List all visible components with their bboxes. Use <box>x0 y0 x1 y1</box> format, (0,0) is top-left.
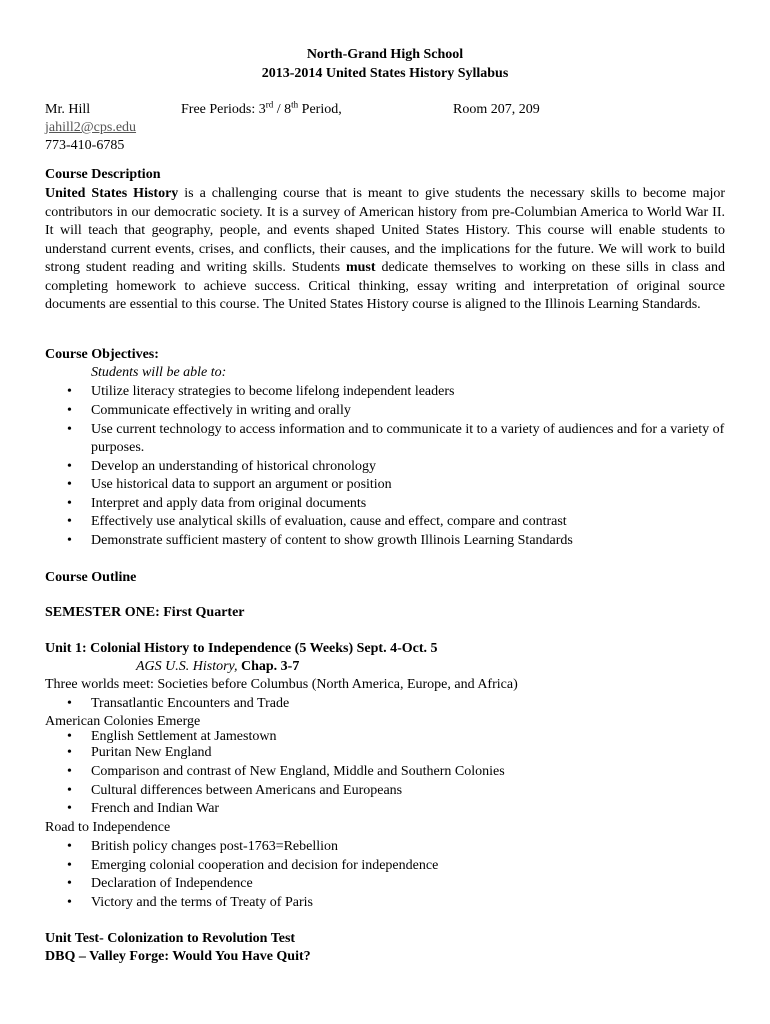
topic2-list <box>45 729 725 761</box>
list-item: • Declaration of Independence <box>45 875 725 894</box>
list-item: • Develop an understanding of historical chronology <box>45 458 725 477</box>
teacher-email-link[interactable]: jahill2@cps.edu <box>45 120 137 135</box>
list-item: • Communicate effectively in writing and orally <box>45 402 725 421</box>
topic2-list-cont <box>45 763 725 819</box>
objectives-intro: Students will be able to: <box>91 365 227 380</box>
unit-title: Unit 1: Colonial History to Independence (5 Weeks) Sept. 4-Oct. 5 <box>45 641 438 656</box>
list-item: • Transatlantic Encounters and Trade <box>45 695 725 714</box>
list-item: • Comparison and contrast of New England, Middle and Southern Colonies <box>45 763 725 782</box>
teacher-phone: 773-410-6785 <box>45 138 125 153</box>
room-numbers: Room 207, 209 <box>453 102 540 117</box>
list-item: • French and Indian War <box>45 800 725 819</box>
topic1-list <box>45 695 725 714</box>
course-description-heading: Course Description <box>45 167 161 182</box>
topic-american-colonies: American Colonies Emerge <box>45 714 201 729</box>
course-outline-heading: Course Outline <box>45 570 137 585</box>
course-description-text: United States History is a challenging course that is meant to give students the necessary skills to become major contributors in our democratic society. It is a survey of American history from pre-Columbian America to World War II. It will teach that geography, people, and events shaped United States History. This course will enable students to understand current events, crises, and conflicts, their causes, and the implications for the future. We will work to build strong student reading and writing skills. Students must dedicate themselves to working on these sills in class and completing homework to achieve success. Critical thinking, essay writing and interpretation of original source documents are essential to this course. The United States History course is aligned to the Illinois Learning Standards. <box>45 186 725 312</box>
list-item: • Emerging colonial cooperation and decision for independence <box>45 857 725 876</box>
dbq-assignment: DBQ – Valley Forge: Would You Have Quit? <box>45 949 311 964</box>
school-name: North-Grand High School <box>306 47 464 62</box>
semester-heading: SEMESTER ONE: First Quarter <box>45 605 245 620</box>
free-periods: Free Periods: 3rd / 8th Period, <box>181 99 342 117</box>
list-item: • Puritan New England <box>45 745 725 761</box>
list-item: • Use current technology to access information and to communicate it to a variety of audiences and for a variety of purposes. <box>45 421 725 458</box>
textbook-reference: AGS U.S. History, Chap. 3-7 <box>136 659 300 674</box>
objectives-list <box>45 383 725 550</box>
topic3-list <box>45 838 725 912</box>
list-item: • Interpret and apply data from original documents <box>45 495 725 514</box>
teacher-name: Mr. Hill <box>45 102 91 117</box>
list-item: • English Settlement at Jamestown <box>45 729 725 745</box>
list-item: • Victory and the terms of Treaty of Paris <box>45 894 725 913</box>
topic-three-worlds: Three worlds meet: Societies before Columbus (North America, Europe, and Africa) <box>45 677 518 692</box>
list-item: • British policy changes post-1763=Rebellion <box>45 838 725 857</box>
list-item: • Demonstrate sufficient mastery of content to show growth Illinois Learning Standards <box>45 532 725 551</box>
topic-road-to-independence: Road to Independence <box>45 820 171 835</box>
list-item: • Cultural differences between Americans and Europeans <box>45 782 725 801</box>
course-objectives-heading: Course Objectives: <box>45 347 159 362</box>
list-item: • Utilize literacy strategies to become lifelong independent leaders <box>45 383 725 402</box>
list-item: • Use historical data to support an argument or position <box>45 476 725 495</box>
list-item: • Effectively use analytical skills of evaluation, cause and effect, compare and contrast <box>45 513 725 532</box>
unit-test: Unit Test- Colonization to Revolution Test <box>45 931 296 946</box>
syllabus-title: 2013-2014 United States History Syllabus <box>261 66 509 81</box>
